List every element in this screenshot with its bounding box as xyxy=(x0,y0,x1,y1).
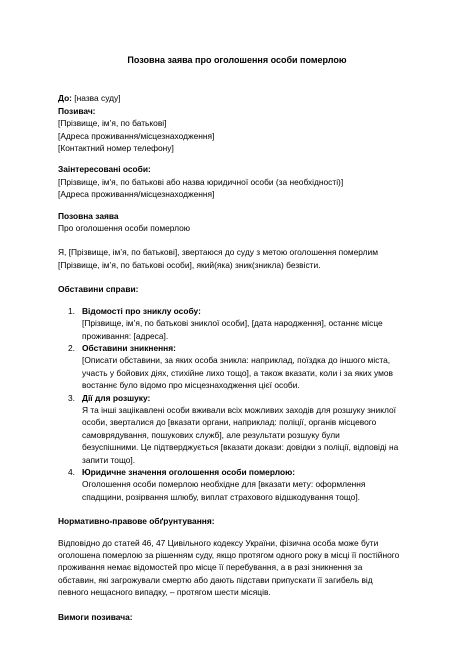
legal-title: Нормативно-правове обґрунтування: xyxy=(58,516,215,527)
interested-name: [Прізвище, ім'я, по батькові або назва юридичної особи (за необхідності)] xyxy=(58,176,344,187)
item-line: самоврядування, пошукових служб], але результати розшуку були xyxy=(82,429,340,440)
item-heading: Відомості про зниклу особу: xyxy=(82,305,201,316)
intro-paragraph xyxy=(58,246,416,271)
claim-block xyxy=(58,210,416,235)
list-item xyxy=(58,392,416,466)
plaintiff-label: Позивач: xyxy=(58,105,96,116)
list-item xyxy=(58,342,416,392)
interested-label: Заінтересовані особи: xyxy=(58,164,151,175)
legal-line: певного нещасного випадку, – протягом шести місяців. xyxy=(58,587,271,598)
item-number: 3. xyxy=(68,392,75,403)
legal-line: оголошена померлою за рішенням суду, якщо протягом одного року в місці її постійного xyxy=(58,550,400,560)
item-number: 4. xyxy=(68,466,75,477)
item-line: [Описати обставини, за яких особа зникла: наприклад, поїздка до іншого міста, xyxy=(82,355,391,366)
item-line: участь у бойових діях, стихійне лихо тощо], а також вказати, коли і за яких умов xyxy=(82,367,393,378)
legal-line: обставин, які загрожували смертю або дають підстави припускати її загибель від xyxy=(58,574,373,585)
legal-paragraph xyxy=(58,537,416,599)
item-number: 2. xyxy=(68,342,75,353)
legal-line: Відповідно до статей 46, 47 Цивільного кодексу України, фізична особа може бути xyxy=(58,537,379,548)
item-line: [Прізвище, ім’я, по батькові зниклої особи], [дата народження], останнє місце xyxy=(82,318,383,329)
item-line: Я та інші заціікавлені особи вживали всіх можливих заходів для розшуку зниклої xyxy=(82,404,396,415)
document-title: Позовна заява про оголошення особи померлою xyxy=(127,55,347,65)
item-heading: Дії для розшуку: xyxy=(82,392,151,403)
court-label: До: xyxy=(58,93,72,104)
intro-line: Я, [Прізвище, ім’я, по батькові], звертаюся до суду з метою оголошення померлим xyxy=(58,247,378,258)
court-block xyxy=(58,92,416,104)
circumstances-list xyxy=(58,305,416,504)
plaintiff-address: [Адреса проживання/місцезнаходження] xyxy=(58,130,215,141)
interested-address: [Адреса проживання/місцезнаходження] xyxy=(58,189,215,200)
legal-line: проживання немає відомостей про місце її перебування, а в разі зникнення за xyxy=(58,562,363,573)
item-heading: Обставини зникнення: xyxy=(82,342,176,353)
claim-label: Позовна заява xyxy=(58,210,119,221)
court-value: [назва суду] xyxy=(71,93,121,104)
plaintiff-name: [Прізвище, ім’я, по батькові] xyxy=(58,118,167,129)
item-heading: Юридичне значення оголошення особи померлою: xyxy=(82,466,296,477)
list-item xyxy=(58,466,416,503)
item-line: безуспішними. Це підтверджується [вказати докази: довідки з поліції, відповіді на xyxy=(82,442,399,453)
intro-line: [Прізвище, ім’я, по батькові особи], який(яка) зник(зникла) безвісти. xyxy=(58,259,321,270)
item-line: Оголошення особи померлою необхідне для [вказати мету: оформлення xyxy=(82,479,366,490)
item-number: 1. xyxy=(68,305,75,316)
claim-subject: Про оголошення особи померлою xyxy=(58,223,191,234)
item-line: востаннє було відомо про місцезнаходження цієї особи. xyxy=(82,380,300,391)
item-line: проживання: [адреса]. xyxy=(82,330,169,341)
plaintiff-block xyxy=(58,105,416,155)
item-line: спадщини, розірвання шлюбу, виплат страхового відшкодування тощо]. xyxy=(82,491,360,502)
item-line: запити тощо]. xyxy=(82,454,136,465)
item-line: особи, зверталися до [вказати органи, наприклад: поліції, органів місцевого xyxy=(82,417,377,428)
plaintiff-phone: [Контактний номер телефону] xyxy=(58,143,174,154)
list-item xyxy=(58,305,416,342)
circumstances-title: Обставини справи: xyxy=(58,284,139,295)
demands-title: Вимоги позивача: xyxy=(58,611,133,622)
interested-block xyxy=(58,163,416,200)
